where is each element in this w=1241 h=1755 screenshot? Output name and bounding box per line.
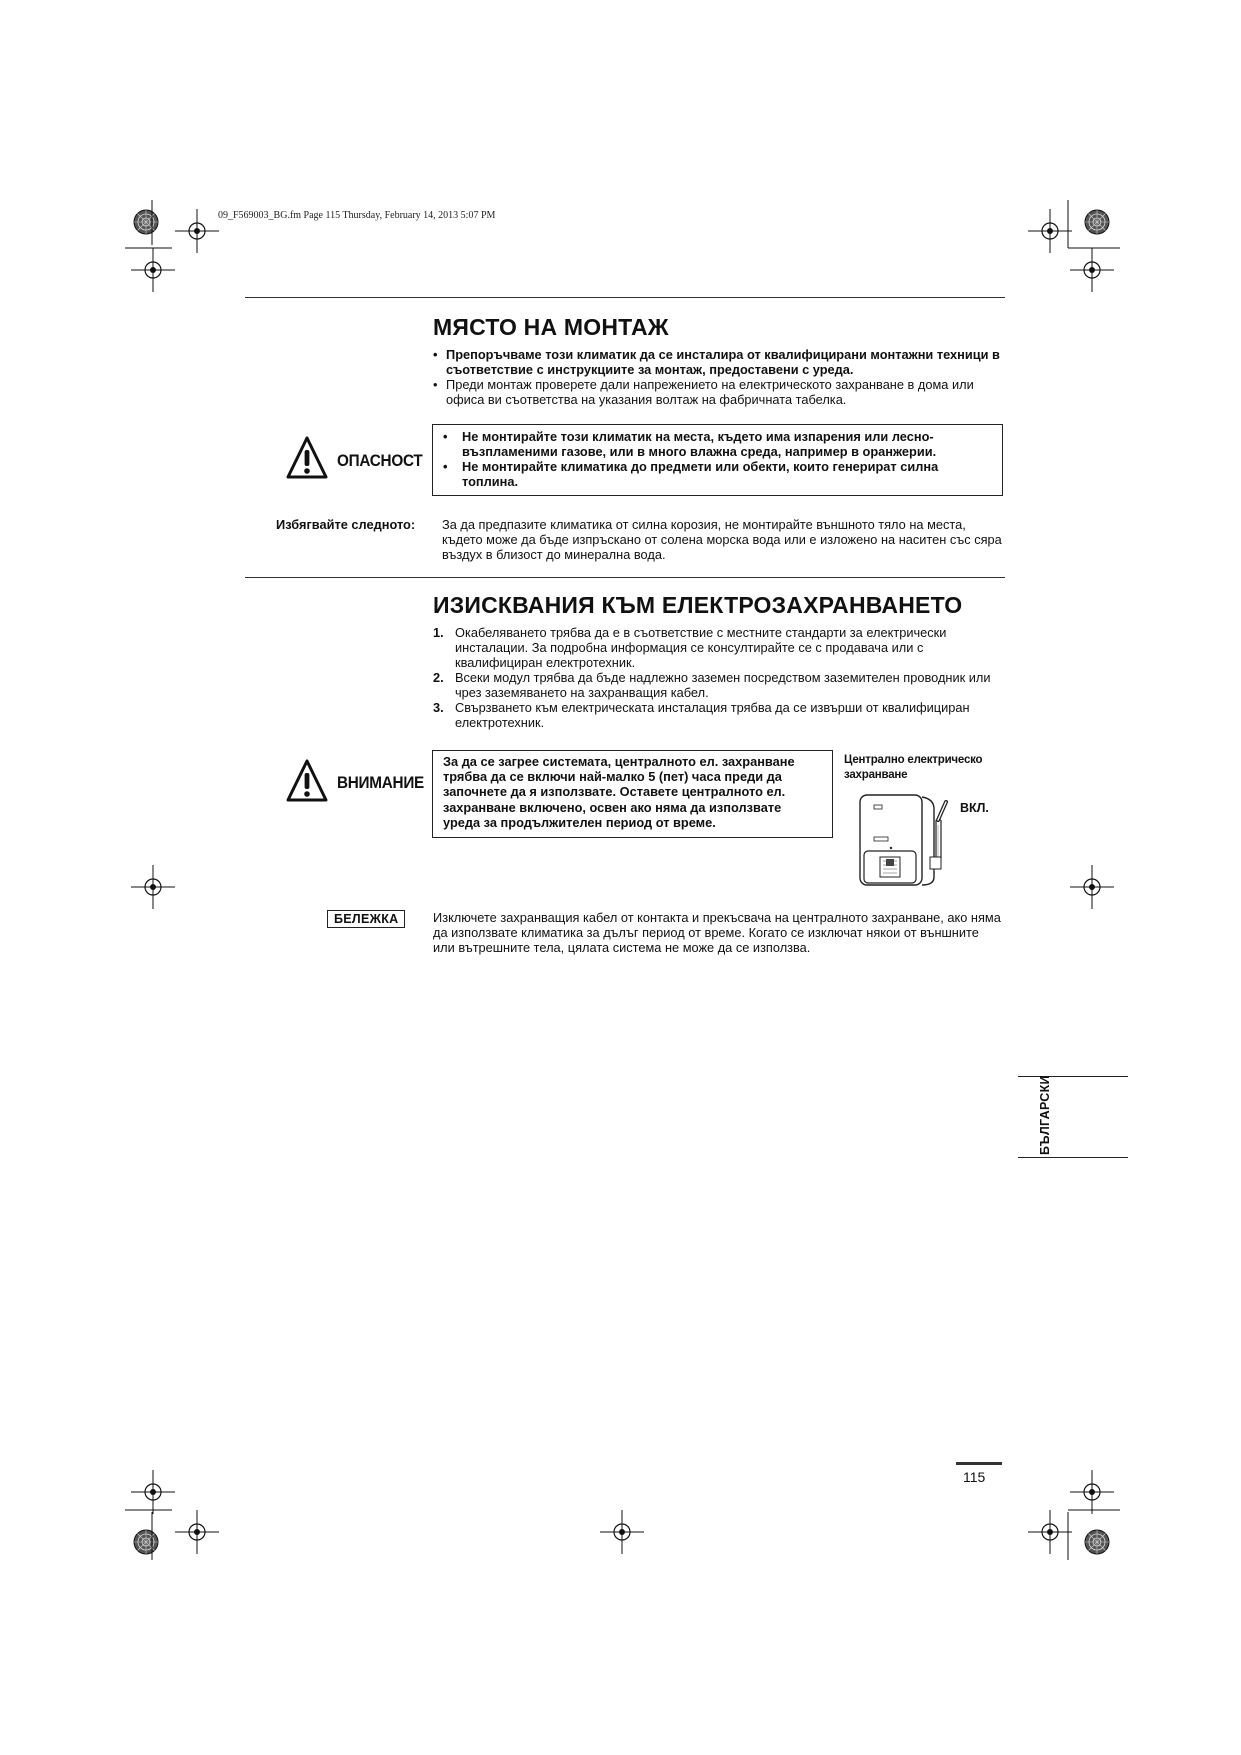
section2-title: ИЗИСКВАНИЯ КЪМ ЕЛЕКТРОЗАХРАНВАНЕТО <box>433 592 963 618</box>
list-item-text: Окабеляването трябва да е в съответствие с местните стандарти за електрически инсталации. За подробна информация се консултирайте се с продавача или с квалифициран електротехник. <box>455 625 947 671</box>
danger-item-2: Не монтирайте климатика до предмети или обекти, които генерират силна топлина. <box>462 459 939 490</box>
avoid-text: За да предпазите климатика от силна корозия, не монтирайте външното тяло на места, където може да бъде изпръскано от солена морска вода или е изложено на наситен със сяра въздух в близост до минерална вода. <box>442 517 1002 563</box>
list-item-text: Свързването към електрическата инсталация трябва да се извърши от квалифициран електротехник. <box>455 700 970 731</box>
avoid-label: Избягвайте следното: <box>276 517 416 532</box>
note-text: Изключете захранващия кабел от контакта и прекъсвача на централното захранване, ако няма да използвате климатика за дълъг период от време. Когато се изключат някои от външните или вътрешните тела, цялата система не може да се използва. <box>433 910 1001 956</box>
danger-box: • Не монтирайте този климатик на места, където има изпарения или лесно-възпламеними газове, или в много влажна среда, например в оранжерии. • Не монтирайте климатика до предмети или обекти, които генерират силна топлина. <box>432 424 1003 496</box>
list-item-number: 2. <box>433 670 444 685</box>
page-number-rule <box>956 1462 1002 1465</box>
file-info-header: 09_F569003_BG.fm Page 115 Thursday, February 14, 2013 5:07 PM <box>218 210 496 221</box>
figure-on-label: ВКЛ. <box>960 801 989 815</box>
list-item-number: 3. <box>433 700 444 715</box>
page-number: 115 <box>963 1469 986 1485</box>
warning-triangle-icon <box>285 758 329 803</box>
caution-text: За да се загрее системата, централното ел. захранване трябва да се включи най-малко 5 (пет) часа преди да започнете да я използвате. Оставете централното ел. захранване включено, освен ако няма да използвате уреда за продължителен период от време. <box>443 754 795 830</box>
section1-title: МЯСТО НА МОНТАЖ <box>433 314 669 340</box>
list-item-text: Всеки модул трябва да бъде надлежно заземен посредством заземителен проводник или чрез заземяването на захранващия кабел. <box>455 670 991 701</box>
breaker-panel-illustration <box>848 785 948 890</box>
list-item-number: 1. <box>433 625 444 640</box>
section2-rule <box>245 577 1005 578</box>
section1-bullet-2: • Преди монтаж проверете дали напрежението на електрическото захранване в дома или офиса ви съответства на указания волтаж на фабричната табелка. <box>433 377 974 408</box>
warning-triangle-icon <box>285 435 329 480</box>
figure-caption: Централно електрическо захранване <box>844 754 983 781</box>
section1-bullet-1: • Препоръчваме този климатик да се инсталира от квалифицирани монтажни техници в съответствие с инструкциите за монтаж, предоставени с уреда. <box>433 347 1000 378</box>
language-tab-label: БЪЛГАРСКИ <box>1038 1075 1052 1155</box>
section1-rule <box>245 297 1005 298</box>
caution-label: ВНИМАНИЕ <box>337 773 424 792</box>
caution-box <box>432 750 833 838</box>
note-badge: БЕЛЕЖКА <box>327 910 405 928</box>
danger-item-1: Не монтирайте този климатик на места, където има изпарения или лесно-възпламеними газове, или в много влажна среда, например в оранжерии. <box>462 429 937 460</box>
language-tab <box>1018 1076 1128 1158</box>
danger-label: ОПАСНОСТ <box>337 451 423 470</box>
